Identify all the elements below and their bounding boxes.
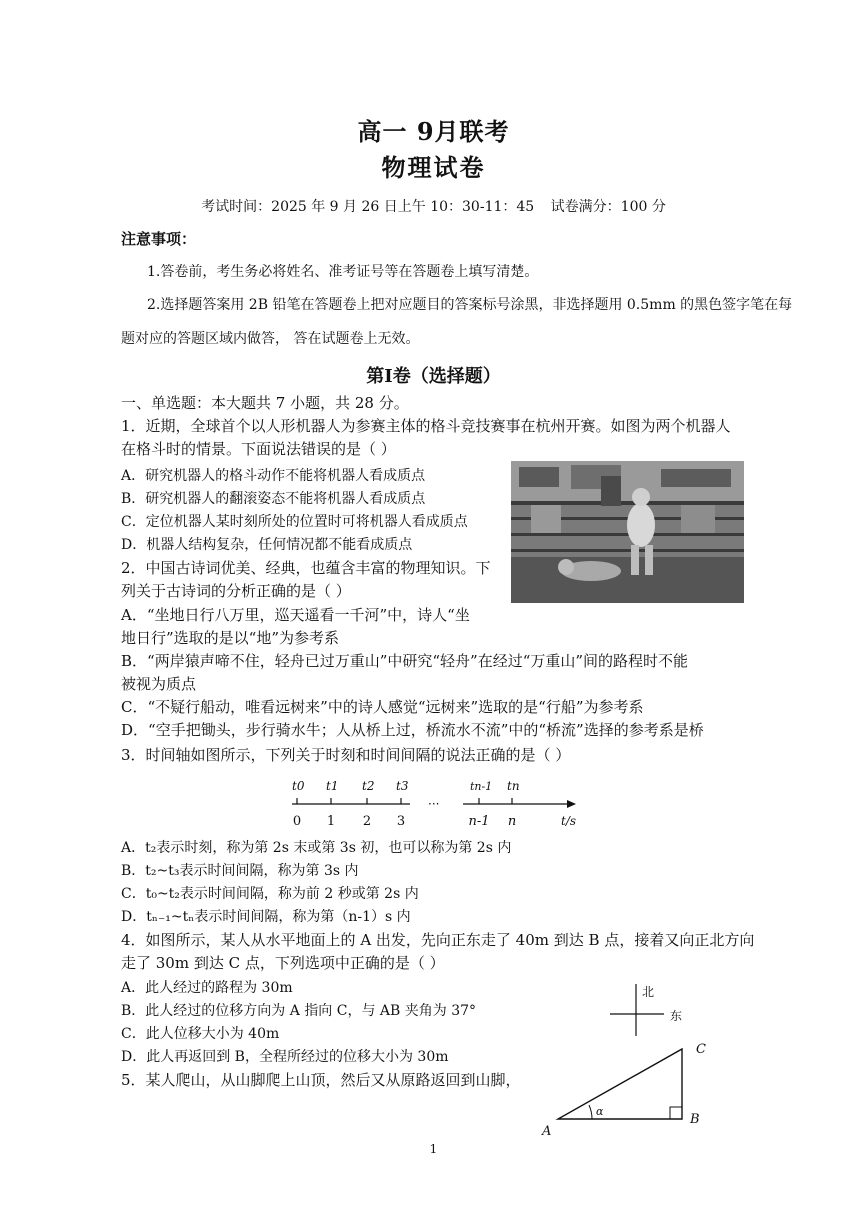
q4-stem-line1: 4．如图所示，某人从水平地面上的 A 出发，先向正东走了 40m 到达 B 点，接着又向正北方向 <box>121 931 755 949</box>
q5-stem: 5．某人爬山，从山脚爬上山顶，然后又从原路返回到山脚， <box>121 1071 521 1089</box>
q1-stem-line1: 1．近期，全球首个以人形机器人为参赛主体的格斗竞技赛事在杭州开赛。如图为两个机器人 <box>121 417 731 435</box>
axis-unit: t/s <box>561 814 577 828</box>
q2-stem-line2: 列关于古诗词的分析正确的是（ ） <box>121 582 351 600</box>
robot-fight-photo <box>511 461 744 603</box>
point-a-label: A <box>542 1124 552 1139</box>
q4-option-a: A．此人经过的路程为 30m <box>121 980 293 996</box>
q4-stem-line2: 走了 30m 到达 C 点，下列选项中正确的是（ ） <box>121 954 445 972</box>
compass-north-label: 北 <box>642 985 655 999</box>
axis-bottom-label: 0 <box>292 814 302 829</box>
compass-east-label: 东 <box>670 1009 683 1023</box>
q2-stem-line1: 2．中国古诗词优美、经典，也蕴含丰富的物理知识。下 <box>121 559 491 577</box>
q2-option-d: D．“空手把锄头，步行骑水牛；人从桥上过，桥流水不流”中的“桥流”选择的参考系是桥 <box>121 721 704 739</box>
axis-top-label: t3 <box>396 779 409 793</box>
section-title: 第Ⅰ卷（选择题） <box>366 366 501 387</box>
axis-top-label: t2 <box>362 779 375 793</box>
exam-title: 高一 9月联考 <box>357 117 510 146</box>
q3-option-a: A．t₂表示时刻，称为第 2s 末或第 3s 初，也可以称为第 2s 内 <box>121 840 512 856</box>
point-b-label: B <box>690 1112 700 1127</box>
axis-top-label: tn-1 <box>470 780 493 793</box>
notes-heading: 注意事项： <box>121 230 197 248</box>
axis-top-label: tn <box>507 779 520 793</box>
full-score: 试卷满分：100 分 <box>550 199 666 215</box>
q2-option-a-line2: 地日行”选取的是以“地”为参考系 <box>121 629 340 647</box>
q3-stem: 3．时间轴如图所示，下列关于时刻和时间间隔的说法正确的是（ ） <box>121 746 571 764</box>
time-axis-diagram <box>280 770 580 830</box>
subject-title: 物理试卷 <box>381 153 486 182</box>
notes-item-1: 1.答卷前，考生务必将姓名、准考证号等在答题卷上填写清楚。 <box>147 264 539 280</box>
axis-top-label: t1 <box>326 779 339 793</box>
q4-option-d: D．此人再返回到 B，全程所经过的位移大小为 30m <box>121 1049 449 1065</box>
q4-option-b: B．此人经过的位移方向为 A 指向 C，与 AB 夹角为 37° <box>121 1003 477 1019</box>
axis-bottom-label: 3 <box>396 814 406 829</box>
q1-option-d: D．机器人结构复杂，任何情况都不能看成质点 <box>121 537 413 553</box>
q3-option-c: C．t₀~t₂表示时间间隔，称为前 2 秒或第 2s 内 <box>121 886 419 902</box>
q2-option-c: C．“不疑行船动，唯看远树来”中的诗人感觉“远树来”选取的是“行船”为参考系 <box>121 698 644 716</box>
point-c-label: C <box>696 1042 706 1057</box>
q1-option-a: A．研究机器人的格斗动作不能将机器人看成质点 <box>121 468 426 484</box>
q2-option-a-line1: A．“坐地日行八万里，巡天遥看一千河”中，诗人“坐 <box>121 606 470 624</box>
q1-stem-line2: 在格斗时的情景。下面说法错误的是（ ） <box>121 440 396 458</box>
page-number: 1 <box>429 1142 438 1156</box>
q2-option-b-line1: B．“两岸猿声啼不住，轻舟已过万重山”中研究“轻舟”在经过“万重山”间的路程时不能 <box>121 652 689 670</box>
notes-item-2-line1: 2.选择题答案用 2B 铅笔在答题卷上把对应题目的答案标号涂黑，非选择题用 0.5mm 的黑色签字笔在每 <box>147 297 793 313</box>
compass-diagram <box>600 980 700 1040</box>
q4-option-c: C．此人位移大小为 40m <box>121 1026 280 1042</box>
axis-ellipsis: ··· <box>428 797 440 811</box>
exam-time: 考试时间：2025 年 9 月 26 日上午 10：30-11：45 <box>201 199 535 215</box>
section-instruction: 一、单选题：本大题共 7 小题，共 28 分。 <box>121 394 409 412</box>
displacement-triangle <box>540 1035 720 1145</box>
axis-bottom-label: n <box>507 814 517 829</box>
angle-label: α <box>596 1105 604 1118</box>
notes-item-2-line2: 题对应的答题区域内做答， 答在试题卷上无效。 <box>121 331 420 347</box>
axis-bottom-label: 2 <box>362 814 372 829</box>
q1-option-c: C．定位机器人某时刻所处的位置时可将机器人看成质点 <box>121 514 468 530</box>
axis-bottom-label: n-1 <box>468 814 490 829</box>
q3-option-d: D．tₙ₋₁~tₙ表示时间间隔，称为第（n-1）s 内 <box>121 909 411 925</box>
q3-option-b: B．t₂~t₃表示时间间隔，称为第 3s 内 <box>121 863 359 879</box>
q1-option-b: B．研究机器人的翻滚姿态不能将机器人看成质点 <box>121 491 426 507</box>
axis-bottom-label: 1 <box>326 814 336 829</box>
q2-option-b-line2: 被视为质点 <box>121 675 197 693</box>
axis-top-label: t0 <box>292 779 305 793</box>
exam-meta <box>0 196 867 216</box>
